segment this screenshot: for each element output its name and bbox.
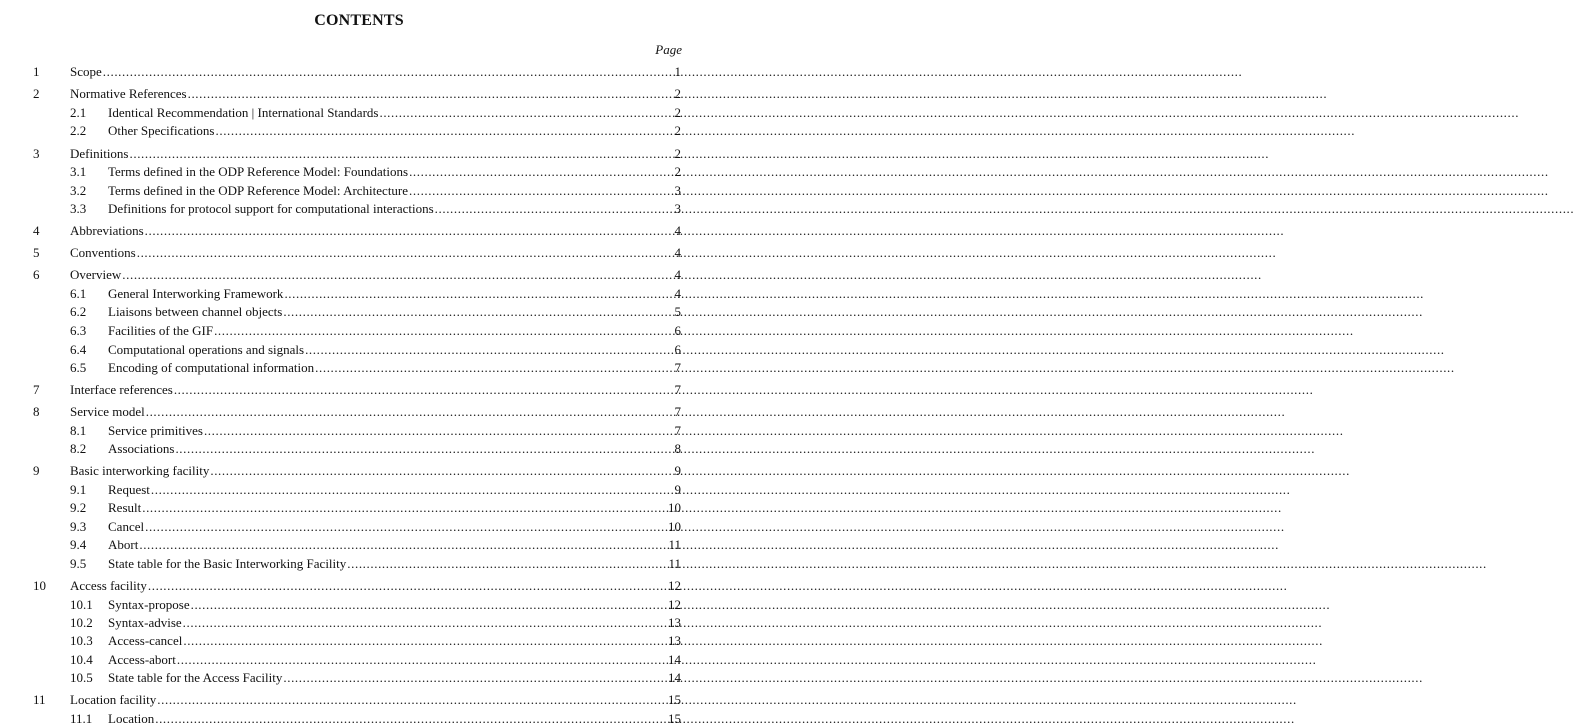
toc-entry-number: 11 bbox=[33, 692, 46, 707]
toc-entry-number: 9.2 bbox=[70, 500, 87, 515]
toc-entry-title-line bbox=[108, 518, 636, 536]
toc-entry-label: Scope bbox=[70, 64, 102, 79]
toc-entry-number: 8.1 bbox=[70, 423, 87, 438]
toc-entry-label: Basic interworking facility bbox=[70, 463, 210, 478]
dot-leader bbox=[175, 440, 1315, 458]
toc-entry bbox=[0, 322, 718, 340]
toc-entry-label: Abbreviations bbox=[70, 223, 144, 238]
toc-entry-number: 3 bbox=[33, 146, 40, 161]
toc-entry bbox=[0, 577, 718, 595]
dot-leader bbox=[214, 322, 1354, 340]
toc-entry-number: 3.2 bbox=[70, 183, 87, 198]
toc-entry-page-number: 6 bbox=[674, 342, 681, 357]
toc-entry bbox=[0, 122, 718, 140]
toc-entry-number: 6.3 bbox=[70, 323, 87, 338]
toc-entry-title-line bbox=[108, 669, 636, 687]
toc-entry bbox=[0, 462, 718, 480]
toc-entry bbox=[0, 63, 718, 81]
toc-entry bbox=[0, 422, 718, 440]
dot-leader bbox=[137, 244, 1277, 262]
toc-entry-number: 6 bbox=[33, 267, 40, 282]
toc-entry-label: Identical Recommendation | International Standards bbox=[108, 105, 379, 120]
toc-entry-title-line bbox=[70, 85, 636, 103]
toc-entry-page-number: 6 bbox=[674, 323, 681, 338]
toc-entry-page-number: 4 bbox=[674, 245, 681, 260]
toc-entry-title-line bbox=[70, 266, 636, 284]
toc-entry bbox=[0, 266, 718, 284]
toc-entry-label: Terms defined in the ODP Reference Model: Foundations bbox=[108, 164, 409, 179]
toc-entry-label: Abort bbox=[108, 537, 139, 552]
toc-entry bbox=[0, 481, 718, 499]
toc-entry-title-line bbox=[108, 481, 636, 499]
toc-entry-page-number: 7 bbox=[674, 404, 681, 419]
dot-leader bbox=[409, 182, 1549, 200]
toc-entry-number: 4 bbox=[33, 223, 40, 238]
toc-entry-number: 8 bbox=[33, 404, 40, 419]
toc-entry bbox=[0, 596, 718, 614]
toc-entry-title-line bbox=[70, 244, 636, 262]
toc-entry-number: 2 bbox=[33, 86, 40, 101]
toc-entry bbox=[0, 244, 718, 262]
toc-entry-title-line bbox=[70, 63, 636, 81]
dot-leader bbox=[283, 669, 1423, 687]
toc-entry-label: Service primitives bbox=[108, 423, 203, 438]
toc-entry-title-line bbox=[108, 440, 636, 458]
toc-entry-label: Access-abort bbox=[108, 652, 176, 667]
dot-leader bbox=[103, 63, 1243, 81]
dot-leader bbox=[347, 555, 1487, 573]
toc-entry-label: Facilities of the GIF bbox=[108, 323, 214, 338]
toc-entry-page-number: 1 bbox=[674, 64, 681, 79]
toc-entry-label: Encoding of computational information bbox=[108, 360, 315, 375]
dot-leader bbox=[139, 536, 1279, 554]
dot-leader bbox=[142, 499, 1282, 517]
toc-entry-number: 6.5 bbox=[70, 360, 87, 375]
toc-entry-page-number: 4 bbox=[674, 267, 681, 282]
toc-entry-number: 9.4 bbox=[70, 537, 87, 552]
toc-entry bbox=[0, 555, 718, 573]
toc-entry bbox=[0, 651, 718, 669]
toc-entry-label: State table for the Basic Interworking Facility bbox=[108, 556, 347, 571]
toc-entry-label: Access facility bbox=[70, 578, 147, 593]
toc-entry-number: 10 bbox=[33, 578, 46, 593]
toc-entry-label: Result bbox=[108, 500, 142, 515]
dot-leader bbox=[183, 614, 1323, 632]
toc-entry bbox=[0, 381, 718, 399]
toc-entry bbox=[0, 303, 718, 321]
toc-entry-title-line bbox=[108, 322, 636, 340]
toc-entry-label: Conventions bbox=[70, 245, 136, 260]
toc-entry-title-line bbox=[70, 462, 636, 480]
dot-leader bbox=[216, 122, 1356, 140]
dot-leader bbox=[183, 632, 1323, 650]
toc-entry bbox=[0, 285, 718, 303]
dot-leader bbox=[145, 222, 1285, 240]
toc-entry-number: 10.1 bbox=[70, 597, 93, 612]
toc-entry-number: 9.5 bbox=[70, 556, 87, 571]
dot-leader bbox=[174, 381, 1314, 399]
toc-entry-label: Normative References bbox=[70, 86, 187, 101]
toc-entry-label: Request bbox=[108, 482, 150, 497]
toc-entry-title-line bbox=[108, 596, 636, 614]
toc-entry bbox=[0, 145, 718, 163]
toc-entry-title-line bbox=[108, 555, 636, 573]
toc-entry-number: 9 bbox=[33, 463, 40, 478]
toc-entry-page-number: 2 bbox=[674, 146, 681, 161]
toc-entry-number: 1 bbox=[33, 64, 40, 79]
toc-entry-page-number: 15 bbox=[668, 711, 681, 726]
toc-entry bbox=[0, 200, 718, 218]
toc-entry bbox=[0, 669, 718, 687]
toc-entry-number: 11.1 bbox=[70, 711, 93, 726]
toc-entry-title-line bbox=[108, 499, 636, 517]
dot-leader bbox=[151, 481, 1291, 499]
toc-entry bbox=[0, 614, 718, 632]
dot-leader bbox=[145, 518, 1285, 536]
toc-entry-label: Other Specifications bbox=[108, 123, 215, 138]
toc-entry-title-line bbox=[108, 341, 636, 359]
toc-entry-page-number: 3 bbox=[674, 183, 681, 198]
toc-entry bbox=[0, 440, 718, 458]
toc-entry-number: 7 bbox=[33, 382, 40, 397]
dot-leader bbox=[130, 145, 1270, 163]
toc-entry-label: Service model bbox=[70, 404, 145, 419]
toc-entry-page-number: 14 bbox=[668, 652, 681, 667]
toc-entry-page-number: 2 bbox=[674, 123, 681, 138]
toc-entry-page-number: 7 bbox=[674, 382, 681, 397]
toc-entry-title-line bbox=[70, 145, 636, 163]
toc-entry-number: 2.2 bbox=[70, 123, 87, 138]
toc-entry-label: Definitions for protocol support for computational interactions bbox=[108, 201, 434, 216]
toc-entry bbox=[0, 632, 718, 650]
toc-entry bbox=[0, 518, 718, 536]
toc-entry-title-line bbox=[108, 122, 636, 140]
toc-entry-title-line bbox=[70, 403, 636, 421]
dot-leader bbox=[379, 104, 1519, 122]
dot-leader bbox=[204, 422, 1344, 440]
dot-leader bbox=[210, 462, 1350, 480]
toc-entry-number: 5 bbox=[33, 245, 40, 260]
toc-entry-number: 2.1 bbox=[70, 105, 87, 120]
toc-entry-title-line bbox=[108, 536, 636, 554]
toc-entry bbox=[0, 222, 718, 240]
document-page bbox=[0, 0, 718, 726]
toc-entry-label: Access-cancel bbox=[108, 633, 183, 648]
toc-entry bbox=[0, 163, 718, 181]
toc-entry-page-number: 15 bbox=[668, 692, 681, 707]
toc-entry-title-line bbox=[70, 381, 636, 399]
dot-leader bbox=[155, 710, 1295, 728]
dot-leader bbox=[122, 266, 1262, 284]
toc-entry-title-line bbox=[108, 614, 636, 632]
dot-leader bbox=[409, 163, 1549, 181]
toc-entry-label: Overview bbox=[70, 267, 122, 282]
toc-entry-label: Location facility bbox=[70, 692, 157, 707]
toc-entry bbox=[0, 359, 718, 377]
toc-entry-page-number: 7 bbox=[674, 423, 681, 438]
toc-entry-title-line bbox=[108, 182, 636, 200]
toc-entry-number: 6.2 bbox=[70, 304, 87, 319]
toc-entry-page-number: 12 bbox=[668, 597, 681, 612]
toc-entry-number: 9.3 bbox=[70, 519, 87, 534]
toc-entry-page-number: 12 bbox=[668, 578, 681, 593]
toc-entry-number: 3.3 bbox=[70, 201, 87, 216]
dot-leader bbox=[284, 285, 1424, 303]
toc-entry-page-number: 13 bbox=[668, 615, 681, 630]
dot-leader bbox=[435, 200, 1574, 218]
toc-entry-title-line bbox=[108, 359, 636, 377]
toc-entry-label: Interface references bbox=[70, 382, 173, 397]
toc-entry bbox=[0, 104, 718, 122]
dot-leader bbox=[188, 85, 1328, 103]
toc-entry-number: 10.4 bbox=[70, 652, 93, 667]
toc-entry bbox=[0, 341, 718, 359]
toc-entry-label: Liaisons between channel objects bbox=[108, 304, 283, 319]
toc-entry-number: 3.1 bbox=[70, 164, 87, 179]
toc-entry-label: Definitions bbox=[70, 146, 129, 161]
toc-entry-page-number: 11 bbox=[668, 537, 681, 552]
toc-entry-page-number: 2 bbox=[674, 86, 681, 101]
toc-entry-page-number: 9 bbox=[674, 463, 681, 478]
toc-entry-number: 10.2 bbox=[70, 615, 93, 630]
toc-entry-label: State table for the Access Facility bbox=[108, 670, 283, 685]
toc-entry-label: Syntax-propose bbox=[108, 597, 190, 612]
dot-leader bbox=[146, 403, 1286, 421]
toc-entry-page-number: 10 bbox=[668, 500, 681, 515]
dot-leader bbox=[157, 691, 1297, 709]
dot-leader bbox=[177, 651, 1317, 669]
toc-entry-label: Terms defined in the ODP Reference Model: Architecture bbox=[108, 183, 409, 198]
toc-entry-title-line bbox=[108, 104, 636, 122]
toc-entry-label: General Interworking Framework bbox=[108, 286, 284, 301]
dot-leader bbox=[315, 359, 1455, 377]
toc-entry-page-number: 5 bbox=[674, 304, 681, 319]
toc-entry-number: 6.1 bbox=[70, 286, 87, 301]
toc-entry-title-line bbox=[70, 691, 636, 709]
toc-entry-page-number: 4 bbox=[674, 286, 681, 301]
toc-entry-title-line bbox=[108, 651, 636, 669]
toc-entry-number: 6.4 bbox=[70, 342, 87, 357]
toc-entry-number: 10.5 bbox=[70, 670, 93, 685]
toc-entry bbox=[0, 403, 718, 421]
toc-entry-page-number: 14 bbox=[668, 670, 681, 685]
toc-entry-page-number: 11 bbox=[668, 556, 681, 571]
toc-entry-label: Cancel bbox=[108, 519, 145, 534]
toc-entry-title-line bbox=[70, 222, 636, 240]
toc-entry-title-line bbox=[108, 303, 636, 321]
toc-entry bbox=[0, 85, 718, 103]
dot-leader bbox=[283, 303, 1423, 321]
toc-entry-number: 10.3 bbox=[70, 633, 93, 648]
toc-entry-label: Computational operations and signals bbox=[108, 342, 305, 357]
dot-leader bbox=[148, 577, 1288, 595]
toc-entry-title-line bbox=[108, 200, 636, 218]
toc-entry bbox=[0, 710, 718, 728]
toc-entry-title-line bbox=[108, 163, 636, 181]
toc-entry-label: Location bbox=[108, 711, 155, 726]
toc-entry-page-number: 8 bbox=[674, 441, 681, 456]
toc-entry-title-line bbox=[108, 422, 636, 440]
toc-entry-page-number: 2 bbox=[674, 105, 681, 120]
toc-entry-page-number: 9 bbox=[674, 482, 681, 497]
toc-entry-label: Associations bbox=[108, 441, 175, 456]
toc-entry-page-number: 10 bbox=[668, 519, 681, 534]
toc-entry-page-number: 13 bbox=[668, 633, 681, 648]
contents-title: CONTENTS bbox=[314, 12, 404, 29]
toc-entry bbox=[0, 182, 718, 200]
toc-entry-title-line bbox=[108, 285, 636, 303]
toc-entry bbox=[0, 691, 718, 709]
toc-entry-number: 8.2 bbox=[70, 441, 87, 456]
toc-entry-page-number: 3 bbox=[674, 201, 681, 216]
page-column-label: Page bbox=[655, 42, 682, 57]
toc-entry bbox=[0, 499, 718, 517]
toc-entry-title-line bbox=[108, 632, 636, 650]
toc-entry-number: 9.1 bbox=[70, 482, 87, 497]
toc-entry-page-number: 2 bbox=[674, 164, 681, 179]
toc-entry bbox=[0, 536, 718, 554]
toc-entry-page-number: 4 bbox=[674, 223, 681, 238]
toc-entry-label: Syntax-advise bbox=[108, 615, 182, 630]
toc-entry-title-line bbox=[108, 710, 636, 728]
toc-entry-page-number: 7 bbox=[674, 360, 681, 375]
dot-leader bbox=[191, 596, 1331, 614]
toc-entry-title-line bbox=[70, 577, 636, 595]
dot-leader bbox=[305, 341, 1445, 359]
